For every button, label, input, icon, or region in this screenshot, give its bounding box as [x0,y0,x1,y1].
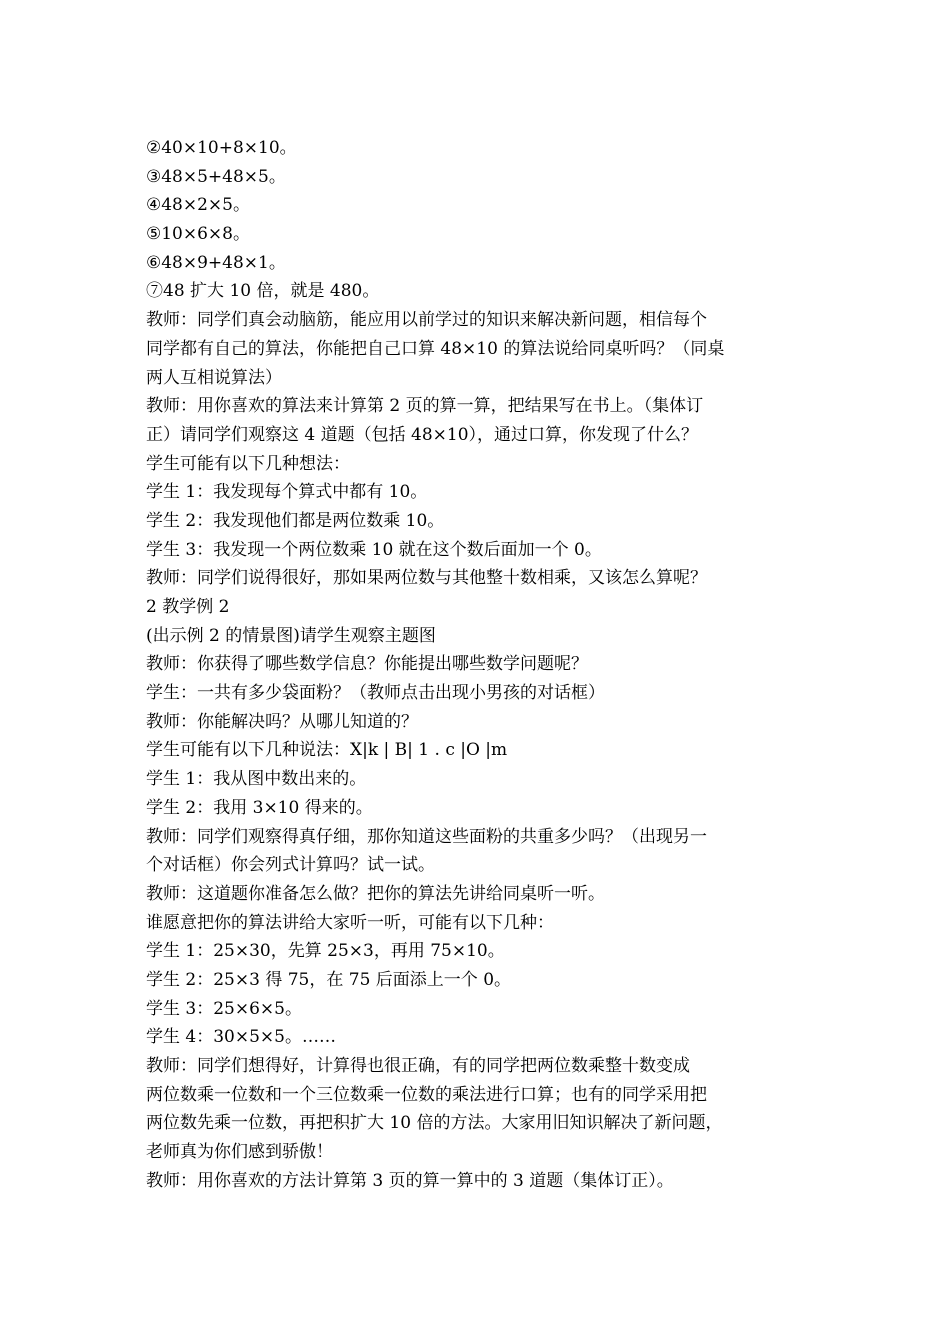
text-line: 教师：同学们观察得真仔细，那你知道这些面粉的共重多少吗？（出现另一 [146,826,707,847]
text-line: ⑥48×9+48×1。 [146,252,286,273]
text-line: 学生可能有以下几种想法： [146,453,350,474]
text-line: 学生 2：25×3 得 75，在 75 后面添上一个 0。 [146,969,512,990]
text-line: ②40×10+8×10。 [146,138,297,158]
text-line: 两位数乘一位数和一个三位数乘一位数的乘法进行口算；也有的同学采用把 [146,1084,707,1105]
text-line: 学生 2：我用 3×10 得来的。 [146,797,373,818]
text-line: 教师：同学们真会动脑筋，能应用以前学过的知识来解决新问题，相信每个 [146,310,707,331]
text-line: 学生 1：25×30，先算 25×3，再用 75×10。 [146,941,505,962]
text-line: 学生 1：我从图中数出来的。 [146,769,367,790]
text-line: 两位数先乘一位数，再把积扩大 10 倍的方法。大家用旧知识解决了新问题， [146,1113,723,1134]
text-line: 教师：用你喜欢的方法计算第 3 页的算一算中的 3 道题（集体订正）。 [146,1170,674,1191]
text-line: 两人互相说算法） [146,367,282,388]
text-line: 学生 4：30×5×5。…… [146,1027,336,1048]
text-line: 教师：同学们说得很好，那如果两位数与其他整十数相乘，又该怎么算呢？ [146,568,707,589]
text-line: 学生 3：我发现一个两位数乘 10 就在这个数后面加一个 0。 [146,539,602,560]
text-line: 老师真为你们感到骄傲！ [146,1142,333,1163]
text-line: ⑤10×6×8。 [146,224,250,245]
text-line: ④48×2×5。 [146,195,250,216]
text-line: (出示例 2 的情景图)请学生观察主题图 [146,625,436,646]
text-line: 谁愿意把你的算法讲给大家听一听，可能有以下几种： [146,912,554,933]
text-line: 学生 2：我发现他们都是两位数乘 10。 [146,510,445,531]
text-line: 学生 1：我发现每个算式中都有 10。 [146,482,428,503]
text-line: 教师：同学们想得好，计算得也很正确，有的同学把两位数乘整十数变成 [146,1056,690,1076]
text-line: ③48×5+48×5。 [146,166,286,187]
text-line: 教师：你获得了哪些数学信息？你能提出哪些数学问题呢？ [146,654,588,675]
text-line: 教师：你能解决吗？从哪儿知道的？ [146,711,418,732]
text-line: 正）请同学们观察这 4 道题（包括 48×10），通过口算，你发现了什么？ [146,424,699,445]
text-line: 教师：用你喜欢的算法来计算第 2 页的算一算，把结果写在书上。（集体订 [146,396,704,417]
text-line: 个对话框）你会列式计算吗？试一试。 [146,855,435,876]
text-line: 学生：一共有多少袋面粉？（教师点击出现小男孩的对话框） [146,683,605,704]
text-line: 学生 3：25×6×5。 [146,998,302,1019]
text-line: ⑦48 扩大 10 倍，就是 480。 [146,281,380,302]
document-body [146,134,796,1195]
text-line: 教师：这道题你准备怎么做？把你的算法先讲给同桌听一听。 [146,883,605,904]
text-line: 学生可能有以下几种说法：X|k | B| 1 . c |O |m [146,740,508,761]
section-heading: 2 教学例 2 [146,597,230,617]
text-line: 同学都有自己的算法，你能把自己口算 48×10 的算法说给同桌听吗？（同桌 [146,338,725,359]
